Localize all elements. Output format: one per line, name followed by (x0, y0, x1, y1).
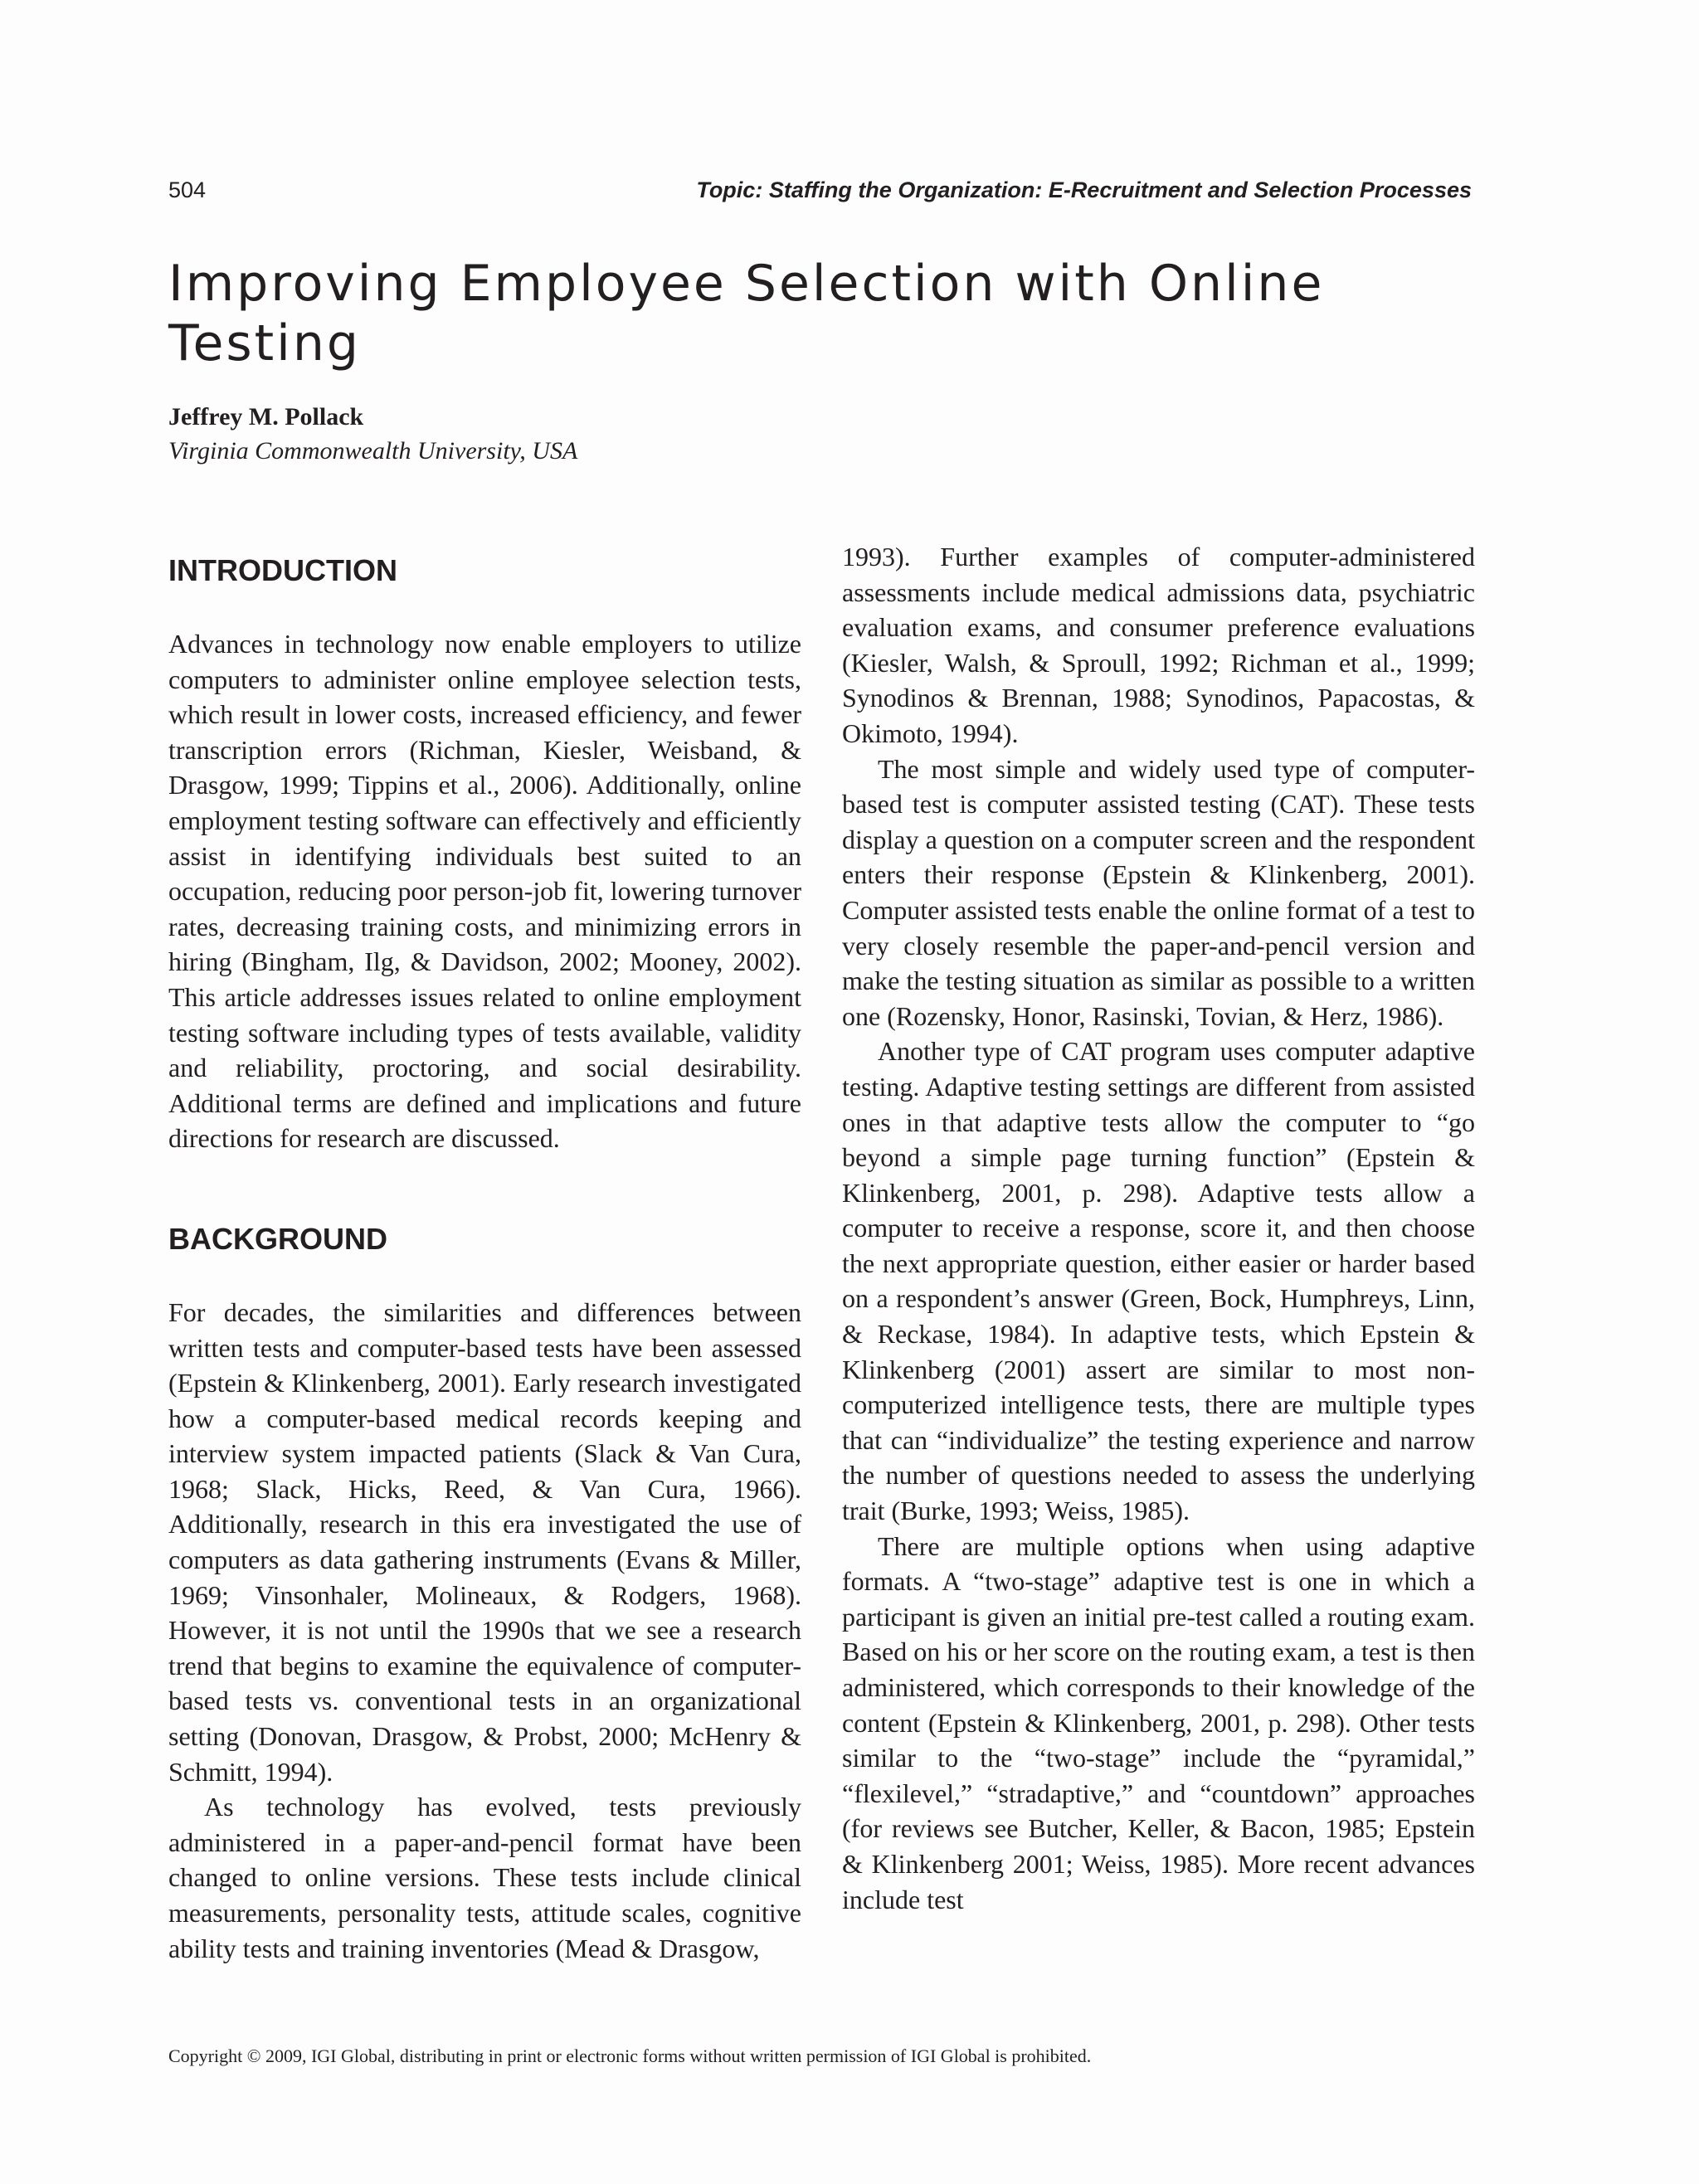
right-paragraph-4: There are multiple options when using adaptive formats. A “two-stage” adaptive test is one in which a participant is given an initial pre-test called a routing exam. Based on his or her score on the routing exam, a test is then administered, which corresponds to their knowledge of the content (Epstein & Klinkenberg, 2001, p. 298). Other tests similar to the “two-stage” include the “pyramidal,” “flexilevel,” “stradaptive,” and “countdown” approaches (for reviews see Butcher, Keller, & Bacon, 1985; Epstein & Klinkenberg 2001; Weiss, 1985). More recent advances include test (842, 1530, 1475, 1914)
left-column (168, 537, 801, 1966)
copyright-footer: Copyright © 2009, IGI Global, distributing in print or electronic forms without written permission of IGI Global is prohibited. (168, 2045, 1092, 2066)
background-paragraph-1: For decades, the similarities and differences between written tests and computer-based tests have been assessed (Epstein & Klinkenberg, 2001). Early research investigated how a computer-based medical records keeping and interview system impacted patients (Slack & Van Cura, 1968; Slack, Hicks, Reed, & Van Cura, 1966). Additionally, research in this era investigated the use of computers as data gathering instruments (Evans & Miller, 1969; Vinsonhaler, Molineaux, & Rodgers, 1968). However, it is not until the 1990s that we see a research trend that begins to examine the equivalence of computer-based tests vs. conventional tests in an organizational setting (Donovan, Drasgow, & Probst, 2000; McHenry & Schmitt, 1994). (168, 1296, 801, 1787)
introduction-heading: INTRODUCTION (168, 553, 397, 587)
author-name: Jeffrey M. Pollack (168, 403, 364, 430)
author-affiliation: Virginia Commonwealth University, USA (168, 437, 578, 465)
background-heading: BACKGROUND (168, 1221, 387, 1256)
article-title: Improving Employee Selection with Online Testing (168, 255, 1325, 372)
running-head: Topic: Staffing the Organization: E-Recruitment and Selection Processes (696, 178, 1472, 202)
introduction-paragraph: Advances in technology now enable employers to utilize computers to administer online employee selection tests, which result in lower costs, increased efficiency, and fewer transcription errors (Richman, Kiesler, Weisband, & Drasgow, 1999; Tippins et al., 2006). Additionally, online employment testing software can effectively and efficiently assist in identifying individuals best suited to an occupation, reducing poor person-job fit, lowering turnover rates, decreasing training costs, and minimizing errors in hiring (Bingham, Ilg, & Davidson, 2002; Mooney, 2002). This article addresses issues related to online employment testing software including types of tests available, validity and reliability, proctoring, and social desirability. Additional terms are defined and implications and future directions for research are discussed. (168, 629, 801, 1154)
right-column (842, 539, 1475, 1917)
right-paragraph-1: 1993). Further examples of computer-administered assessments include medical admissions data, psychiatric evaluation exams, and consumer preference evaluations (Kiesler, Walsh, & Sproull, 1992; Richman et al., 1999; Synodinos & Brennan, 1988; Synodinos, Papacostas, & Okimoto, 1994). (842, 542, 1475, 748)
right-paragraph-3: Another type of CAT program uses computer adaptive testing. Adaptive testing settings are different from assisted ones in that adaptive tests allow the computer to “go beyond a simple page turning function” (Epstein & Klinkenberg, 2001, p. 298). Adaptive tests allow a computer to receive a response, score it, and then choose the next appropriate question, either easier or harder based on a respondent’s answer (Green, Bock, Humphreys, Linn, & Reckase, 1984). In adaptive tests, which Epstein & Klinkenberg (2001) assert are similar to most non-computerized intelligence tests, there are multiple types that can “individualize” the testing experience and narrow the number of questions needed to assess the underlying trait (Burke, 1993; Weiss, 1985). (842, 1036, 1475, 1526)
background-paragraph-2: As technology has evolved, tests previously administered in a paper-and-pencil format have been changed to online versions. These tests include clinical measurements, personality tests, attitude scales, cognitive ability tests and training inventories (Mead & Drasgow, (168, 1792, 801, 1963)
right-paragraph-2: The most simple and widely used type of computer-based test is computer assisted testing (CAT). These tests display a question on a computer screen and the respondent enters their response (Epstein & Klinkenberg, 2001). Computer assisted tests enable the online format of a test to very closely resemble the paper-and-pencil version and make the testing situation as similar as possible to a written one (Rozensky, Honor, Rasinski, Tovian, & Herz, 1986). (842, 753, 1475, 1031)
page-number: 504 (168, 178, 207, 202)
